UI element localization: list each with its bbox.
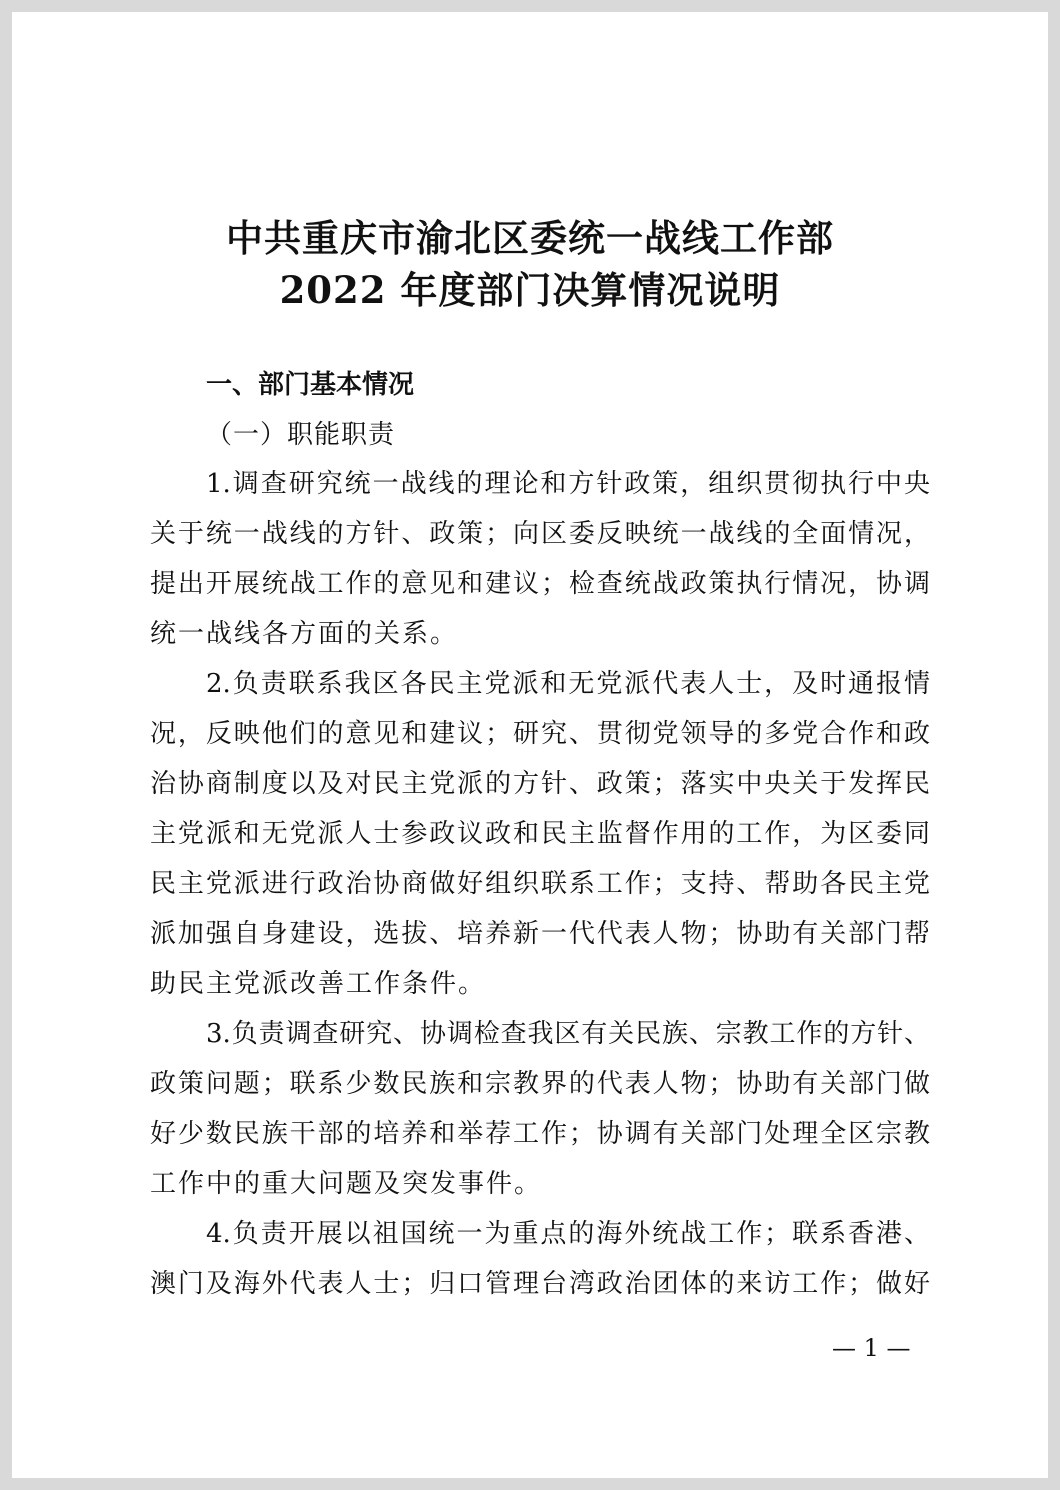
paragraph-line: 民主党派进行政治协商做好组织联系工作；支持、帮助各民主党 [150,869,930,899]
document-title-line2: 2022 年度部门决算情况说明 [279,268,781,312]
paragraph-line: 提出开展统战工作的意见和建议；检查统战政策执行情况，协调 [150,569,930,599]
paragraph-line: 4.负责开展以祖国统一为重点的海外统战工作；联系香港、 [206,1219,930,1249]
paragraph-line: 主党派和无党派人士参政议政和民主监督作用的工作，为区委同 [150,819,930,849]
paragraph-line: 好少数民族干部的培养和举荐工作；协调有关部门处理全区宗教 [150,1119,930,1149]
paragraph-line: 助民主党派改善工作条件。 [150,969,487,999]
document-page [12,12,1048,1478]
page-number: — 1 — [832,1334,911,1362]
paragraph-line: 1.调查研究统一战线的理论和方针政策，组织贯彻执行中央 [206,469,930,499]
document-title-line1: 中共重庆市渝北区委统一战线工作部 [226,216,834,260]
paragraph-line: 况，反映他们的意见和建议；研究、贯彻党领导的多党合作和政 [150,719,930,749]
paragraph-line: 工作中的重大问题及突发事件。 [150,1169,543,1199]
paragraph-line: 3.负责调查研究、协调检查我区有关民族、宗教工作的方针、 [206,1019,930,1049]
paragraph-line: 政策问题；联系少数民族和宗教界的代表人物；协助有关部门做 [150,1069,930,1099]
paragraph-line: 关于统一战线的方针、政策；向区委反映统一战线的全面情况， [150,519,930,549]
paragraph-line: 统一战线各方面的关系。 [150,619,459,649]
paragraph-line: 澳门及海外代表人士；归口管理台湾政治团体的来访工作；做好 [150,1269,930,1299]
sub-heading: （一）职能职责 [206,420,396,450]
paragraph-line: 治协商制度以及对民主党派的方针、政策；落实中央关于发挥民 [150,769,930,799]
section-heading: 一、部门基本情况 [206,370,415,400]
paragraph-line: 派加强自身建设，选拔、培养新一代代表人物；协助有关部门帮 [150,919,930,949]
paragraph-line: 2.负责联系我区各民主党派和无党派代表人士，及时通报情 [206,669,930,699]
